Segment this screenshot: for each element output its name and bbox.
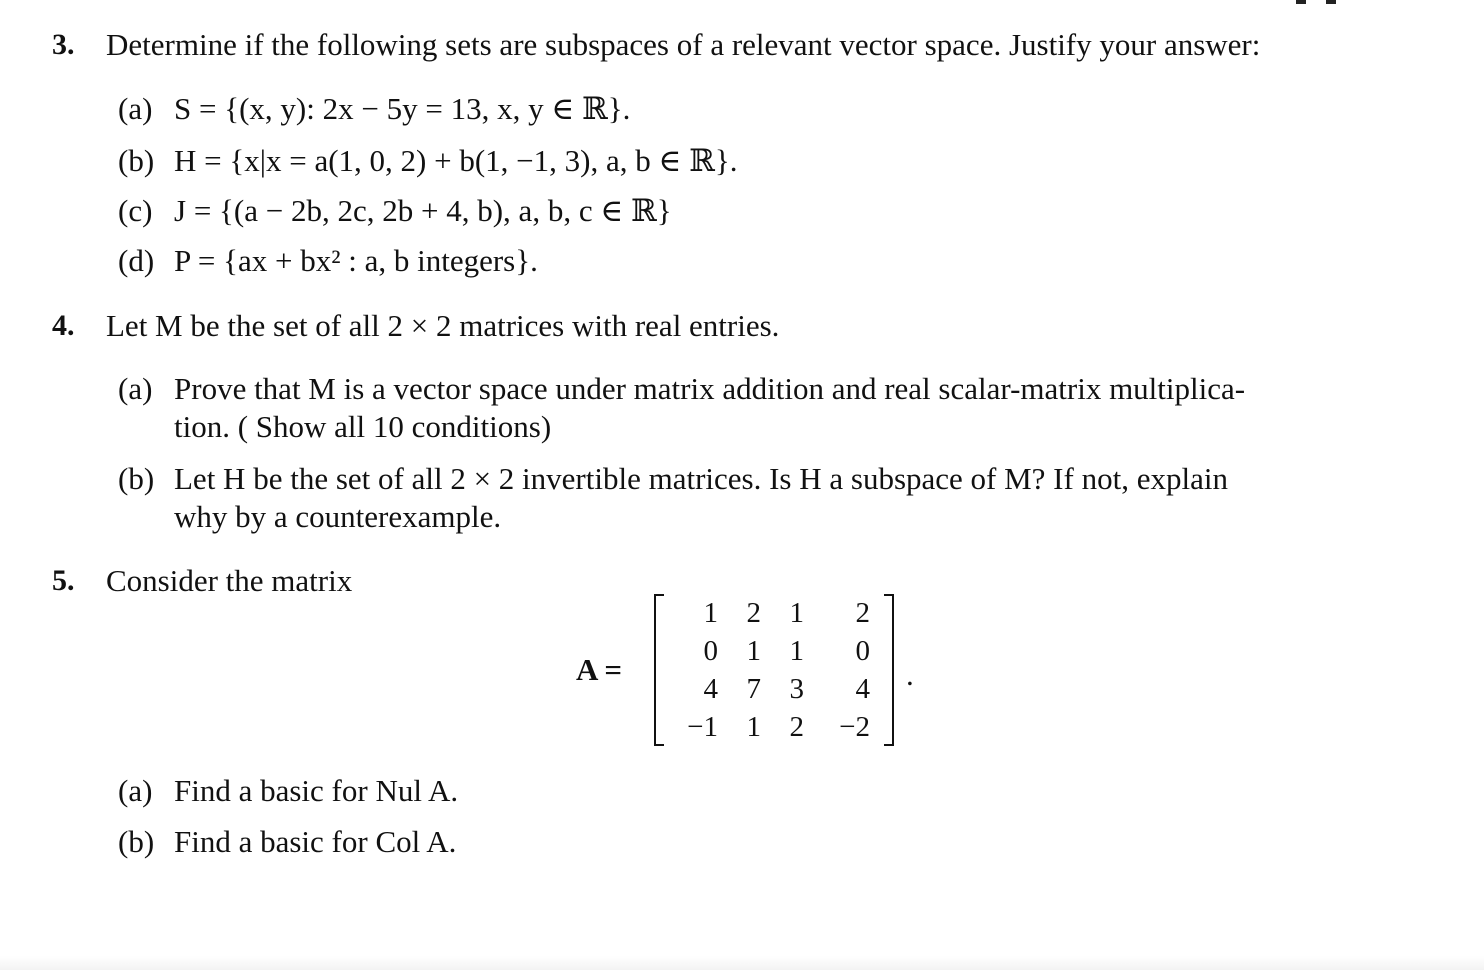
problem-text: Determine if the following sets are subspaces of a relevant vector space. Justify your answer:	[106, 27, 1261, 62]
part-text-line: tion. ( Show all 10 conditions)	[174, 409, 552, 444]
matrix-cell: 3	[789, 673, 804, 705]
matrix-cell: 0	[703, 635, 718, 667]
part-text-line: Prove that M is a vector space under matrix addition and real scalar-matrix multiplica-	[174, 371, 1246, 406]
part-label: (d)	[118, 243, 155, 278]
part-label: (b)	[118, 143, 155, 178]
page-edge-mark	[1326, 0, 1336, 4]
problem-number: 4.	[52, 309, 75, 342]
problem-text: Consider the matrix	[106, 563, 353, 598]
problem-text: Let M be the set of all 2 × 2 matrices with real entries.	[106, 308, 780, 343]
matrix-cell: 1	[746, 711, 761, 743]
part-label: (a)	[118, 91, 153, 126]
part-text: S = {(x, y): 2x − 5y = 13, x, y ∈ ℝ}.	[174, 91, 631, 126]
matrix-cell: 0	[855, 635, 870, 667]
matrix-cell: 2	[789, 711, 804, 743]
part-text: Find a basic for Col A.	[174, 824, 457, 859]
matrix-cell: 1	[789, 635, 804, 667]
matrix-a	[654, 594, 894, 746]
matrix-cell: 2	[855, 597, 870, 629]
right-bracket	[884, 594, 894, 746]
part-text: P = {ax + bx² : a, b integers}.	[174, 243, 538, 278]
matrix-cell: 4	[855, 673, 870, 705]
matrix-cell: 4	[703, 673, 718, 705]
matrix-label: A =	[576, 652, 623, 687]
matrix-cell: 1	[789, 597, 804, 629]
part-text-line: why by a counterexample.	[174, 499, 502, 534]
part-label: (b)	[118, 824, 155, 859]
problem-number: 5.	[52, 564, 75, 597]
page-edge-mark	[1296, 0, 1306, 4]
part-text: J = {(a − 2b, 2c, 2b + 4, b), a, b, c ∈ ℝ}	[174, 193, 672, 228]
part-text: H = {x|x = a(1, 0, 2) + b(1, −1, 3), a, b ∈ ℝ}.	[174, 143, 738, 178]
part-label: (b)	[118, 461, 155, 496]
matrix-cell: 2	[746, 597, 761, 629]
matrix-cell: 1	[703, 597, 718, 629]
matrix-cell: −1	[687, 711, 718, 743]
part-text: Find a basic for Nul A.	[174, 773, 459, 808]
part-label: (a)	[118, 371, 153, 406]
left-bracket	[654, 594, 664, 746]
matrix-cell: −2	[839, 711, 870, 743]
matrix-cell: 7	[746, 673, 761, 705]
part-label: (a)	[118, 773, 153, 808]
part-label: (c)	[118, 193, 153, 228]
page-bottom-edge	[0, 956, 1484, 970]
matrix-period: .	[906, 657, 914, 692]
matrix-cell: 1	[746, 635, 761, 667]
part-text-line: Let H be the set of all 2 × 2 invertible matrices. Is H a subspace of M? If not, explain	[174, 461, 1228, 496]
problem-number: 3.	[52, 28, 75, 61]
